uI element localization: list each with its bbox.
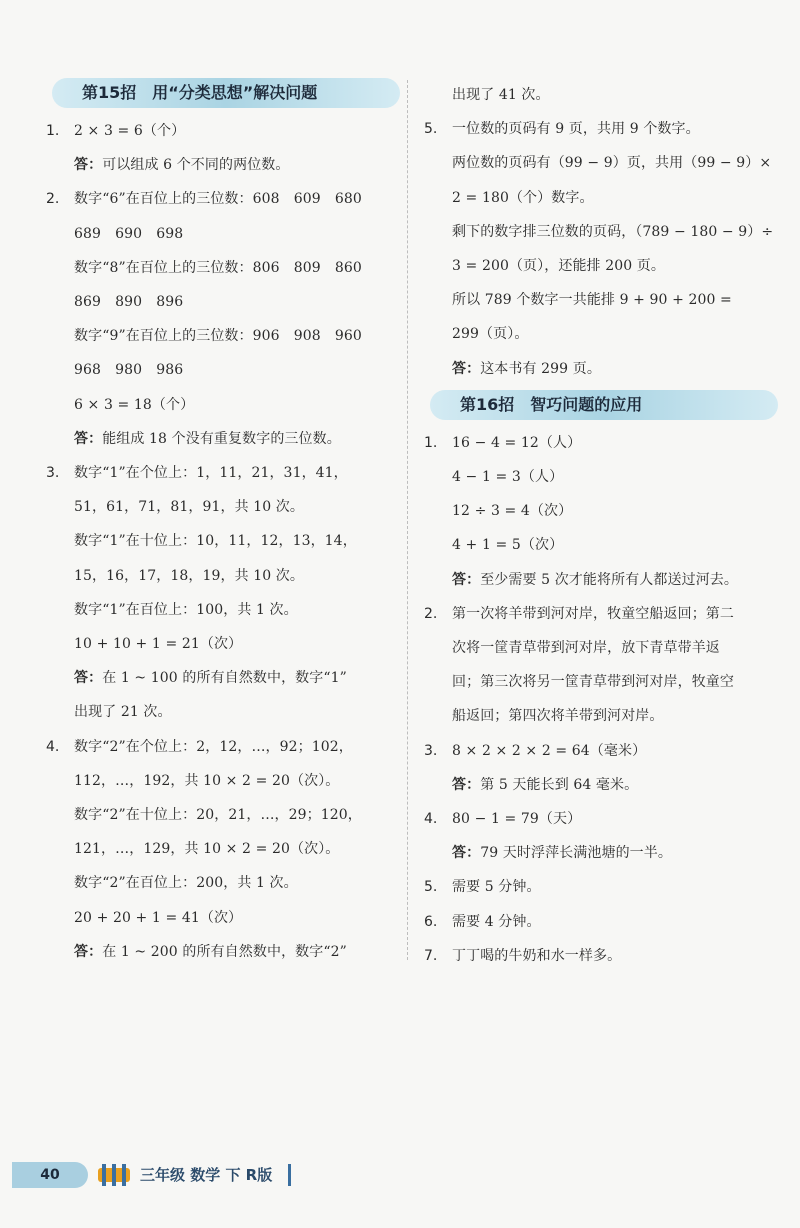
answer-text: 能组成 18 个没有重复数字的三位数。 (102, 430, 341, 447)
item-number: 2. (424, 605, 438, 622)
answer-item-4 (418, 802, 778, 870)
page-number: 40 (12, 1162, 88, 1188)
answer-line (452, 836, 778, 870)
item-number: 5. (424, 879, 438, 896)
column-divider (407, 80, 408, 960)
solution-line: 剩下的数字排三位数的页码，（789 − 180 − 9）÷ (452, 223, 774, 240)
answer-label: 答： (452, 360, 481, 377)
answer-item-1 (40, 114, 400, 182)
answer-item-1 (418, 426, 778, 597)
section-title: 第15招 用“分类思想”解决问题 (52, 78, 400, 108)
solution-line: 一位数的页码有 9 页，共用 9 个数字。 (452, 121, 700, 138)
answer-label: 答： (452, 571, 481, 588)
item-number: 1. (46, 123, 60, 139)
solution-line: 2 = 180（个）数字。 (452, 189, 594, 206)
item-number: 3. (424, 742, 438, 759)
solution-line: 丁丁喝的牛奶和水一样多。 (452, 947, 622, 964)
page-footer (0, 1160, 800, 1192)
item-number: 7. (424, 947, 438, 964)
solution-line: 数字“1”在百位上：100，共 1 次。 (74, 601, 298, 618)
answer-text: 至少需要 5 次才能将所有人都送过河去。 (480, 571, 739, 588)
title-accent-bar (288, 1164, 291, 1186)
answer-line (74, 661, 400, 695)
answer-label: 答： (74, 430, 103, 447)
answer-label: 答： (74, 943, 103, 960)
answer-line (452, 352, 778, 386)
item-number: 1. (424, 434, 438, 451)
answer-item-5 (418, 870, 778, 904)
solution-line: 20 + 20 + 1 = 41（次） (74, 909, 243, 926)
answer-line (452, 768, 778, 802)
item-number: 4. (46, 738, 60, 755)
solution-line: 2 × 3 = 6（个） (74, 123, 186, 139)
item-number: 2. (46, 191, 60, 208)
answer-label: 答： (452, 845, 481, 862)
solution-line: 299（页）。 (452, 326, 529, 343)
answer-label: 答： (74, 157, 103, 174)
solution-line: 15，16，17，18，19，共 10 次。 (74, 567, 304, 584)
solution-line: 689 690 698 (74, 225, 184, 242)
solution-line: 回；第三次将另一筐青草带到河对岸，牧童空 (452, 674, 734, 691)
solution-line: 121，…，129，共 10 × 2 = 20（次）。 (74, 841, 340, 858)
solution-line: 需要 5 分钟。 (452, 879, 541, 896)
solution-line: 80 − 1 = 79（天） (452, 811, 582, 828)
solution-line: 6 × 3 = 18（个） (74, 396, 195, 413)
solution-line: 数字“9”在百位上的三位数：906 908 960 (74, 328, 362, 345)
item-number: 5. (424, 121, 438, 138)
solution-line: 第一次将羊带到河对岸，牧童空船返回；第二 (452, 605, 734, 622)
item-number: 6. (424, 913, 438, 930)
answer-item-6 (418, 905, 778, 939)
answer-text: 第 5 天能长到 64 毫米。 (480, 776, 639, 793)
answer-line (74, 935, 400, 969)
answer-label: 答： (74, 670, 103, 687)
answer-item-3 (418, 734, 778, 802)
solution-line: 两位数的页码有（99 − 9）页，共用（99 − 9）× (452, 155, 772, 172)
solution-line: 数字“6”在百位上的三位数：608 609 680 (74, 191, 362, 208)
solution-line: 3 = 200（页），还能排 200 页。 (452, 258, 665, 275)
answer-continuation: 出现了 41 次。 (452, 87, 550, 103)
continued-answer (418, 78, 778, 112)
solution-line: 需要 4 分钟。 (452, 913, 541, 930)
section-title: 第16招 智巧问题的应用 (430, 390, 778, 420)
solution-line: 16 − 4 = 12（人） (452, 434, 582, 451)
answer-text: 79 天时浮萍长满池塘的一半。 (480, 845, 672, 862)
answer-label: 答： (452, 776, 481, 793)
left-column (40, 78, 400, 969)
solution-line: 次将一筐青草带到河对岸，放下青草带羊返 (452, 640, 720, 657)
solution-line: 4 − 1 = 3（人） (452, 469, 564, 486)
solution-line: 51，61，71，81，91，共 10 次。 (74, 499, 304, 516)
answer-item-4 (40, 730, 400, 969)
answer-line (74, 422, 400, 456)
solution-line: 12 ÷ 3 = 4（次） (452, 503, 573, 520)
answer-item-3 (40, 456, 400, 730)
brand-logo-icon (96, 1160, 132, 1190)
solution-line: 968 980 986 (74, 362, 184, 379)
answer-continuation: 出现了 21 次。 (74, 704, 172, 721)
solution-line: 数字“2”在个位上：2，12，…，92；102， (74, 738, 353, 755)
answer-text: 在 1 ~ 200 的所有自然数中，数字“2” (102, 943, 347, 960)
right-column (418, 78, 778, 973)
item-number: 4. (424, 811, 438, 828)
solution-line: 船返回；第四次将羊带到河对岸。 (452, 708, 664, 725)
solution-line: 数字“8”在百位上的三位数：806 809 860 (74, 259, 362, 276)
solution-line: 所以 789 个数字一共能排 9 + 90 + 200 = (452, 292, 732, 309)
answer-item-5 (418, 112, 778, 386)
solution-line: 数字“2”在十位上：20，21，…，29；120， (74, 807, 362, 824)
solution-line: 数字“1”在十位上：10，11，12，13，14， (74, 533, 357, 550)
book-title: 三年级 数学 下 R版 (140, 1166, 273, 1184)
answer-line (74, 148, 400, 182)
answer-text: 这本书有 299 页。 (480, 360, 601, 377)
answer-line (452, 563, 778, 597)
solution-line: 10 + 10 + 1 = 21（次） (74, 636, 243, 653)
answer-item-7 (418, 939, 778, 973)
answer-item-2 (418, 597, 778, 734)
answer-text: 可以组成 6 个不同的两位数。 (102, 157, 290, 174)
item-number: 3. (46, 465, 60, 482)
solution-line: 869 890 896 (74, 294, 184, 311)
solution-line: 8 × 2 × 2 × 2 = 64（毫米） (452, 742, 647, 759)
solution-line: 数字“1”在个位上：1，11，21，31，41， (74, 465, 348, 482)
solution-line: 数字“2”在百位上：200，共 1 次。 (74, 875, 298, 892)
solution-line: 112，…，192，共 10 × 2 = 20（次）。 (74, 772, 340, 789)
answer-text: 在 1 ~ 100 的所有自然数中，数字“1” (102, 670, 347, 687)
solution-line: 4 + 1 = 5（次） (452, 537, 564, 554)
answer-item-2 (40, 182, 400, 456)
